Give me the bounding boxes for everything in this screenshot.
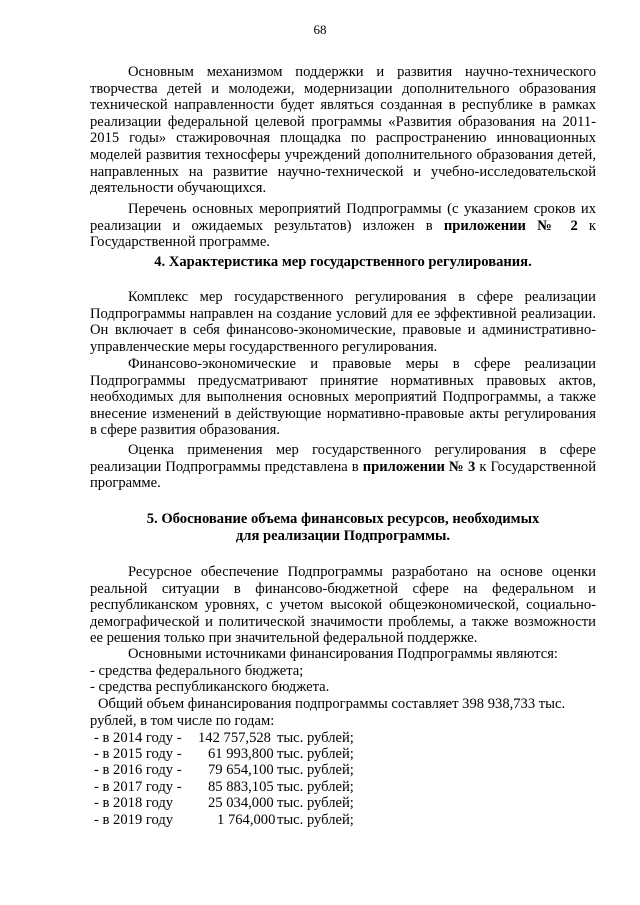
heading-line: 5. Обоснование объема финансовых ресурсов, необходимых: [146, 511, 540, 527]
paragraph-text: Финансово-экономические и правовые меры в сфере реализации Подпрограммы предусматривают принятие нормативных правовых актов, необходимых для выполнения основных мероприятий Подпрограммы, а также внесение изменений в действующие нормативно-правовые акты регулирования в сфере развития образования.: [90, 356, 596, 439]
year-unit: тыс. рублей;: [277, 779, 354, 795]
year-unit: тыс. рублей;: [277, 730, 354, 746]
heading-text: 4. Характеристика мер государственного регулирования.: [154, 254, 532, 270]
year-label: - в 2017 году -: [94, 779, 182, 795]
paragraph-financial-legal: [90, 356, 596, 439]
year-label: - в 2016 году -: [94, 762, 182, 778]
heading-line: для реализации Подпрограммы.: [235, 527, 451, 544]
paragraph-text: к Государственной программе.: [90, 217, 596, 251]
year-amount: 79 654,100: [208, 762, 274, 778]
section-heading-4: [90, 254, 596, 271]
list-item: - средства республиканского бюджета.: [90, 679, 330, 696]
paragraph-sources: [90, 646, 596, 696]
paragraph-activities-list: [90, 201, 596, 251]
year-label: - в 2018 году: [94, 795, 174, 811]
year-unit: тыс. рублей;: [277, 812, 354, 828]
year-unit: тыс. рублей;: [277, 762, 354, 778]
year-unit: тыс. рублей;: [277, 795, 354, 811]
year-label: - в 2015 году -: [94, 746, 182, 762]
appendix-reference: приложении № 3: [362, 458, 476, 475]
list-item: - средства федерального бюджета;: [90, 662, 304, 679]
paragraph-text: к Государственной программе.: [90, 458, 596, 492]
paragraph-text: Оценка применения мер государственного регулирования в сфере реализации Подпрограммы представлена в: [90, 442, 596, 475]
paragraph-resources: [90, 564, 596, 647]
year-amount: 1 764,000: [217, 812, 276, 828]
appendix-reference: приложении № 2: [443, 217, 578, 234]
year-label: - в 2019 году: [94, 812, 174, 828]
paragraph-text: Общий объем финансирования подпрограммы составляет 398 938,733 тыс.: [98, 696, 566, 712]
paragraph-total-funding: [90, 696, 638, 729]
paragraph-text: Основными источниками финансирования Подпрограммы являются:: [128, 646, 558, 662]
paragraph-text: Основным механизмом поддержки и развития научно-технического творчества детей и молодежи, модернизации дополнительного образования технической направленности будет являться созданная в республике в рамках реализации федеральной целевой программы «Развития образования на 2011-2015 годы» стажировочная площадка по распространению инновационных моделей развития техносферы учреждений дополнительного образования детей, направленных на развитие научно-технической и учебно-исследовательской деятельности обучающихся.: [90, 64, 596, 197]
paragraph-text: Комплекс мер государственного регулирования в сфере реализации Подпрограммы направлен на создание условий для ее эффективной реализации. Он включает в себя финансово-экономические, правовые и административно-управленческие меры государственного регулирования.: [90, 289, 596, 355]
paragraph-text: рублей, в том числе по годам:: [90, 712, 275, 729]
paragraph-text: Ресурсное обеспечение Подпрограммы разработано на основе оценки реальной ситуации в финансово-бюджетной сфере на федеральном и республиканском уровнях, с учетом высокой общеэкономической, социально-демографической и политической значимости проблемы, а также возможности ее решения только при значительной федеральной поддержке.: [90, 564, 596, 647]
year-amount: 25 034,000: [208, 795, 274, 811]
paragraph-text: Перечень основных мероприятий Подпрограммы (с указанием сроков их реализации и ожидаемых результатов) изложен в: [90, 201, 596, 234]
year-label: - в 2014 году -: [94, 730, 182, 746]
paragraph-regulation-complex: [90, 289, 596, 355]
page-number: 68: [313, 22, 327, 37]
year-amount: 142 757,528: [198, 730, 271, 746]
paragraph-assessment: [90, 442, 596, 492]
paragraph-mechanism: [90, 64, 596, 197]
year-amount: 61 993,800: [208, 746, 274, 762]
year-amount: 85 883,105: [208, 779, 274, 795]
year-unit: тыс. рублей;: [277, 746, 354, 762]
section-heading-5: [90, 511, 596, 544]
